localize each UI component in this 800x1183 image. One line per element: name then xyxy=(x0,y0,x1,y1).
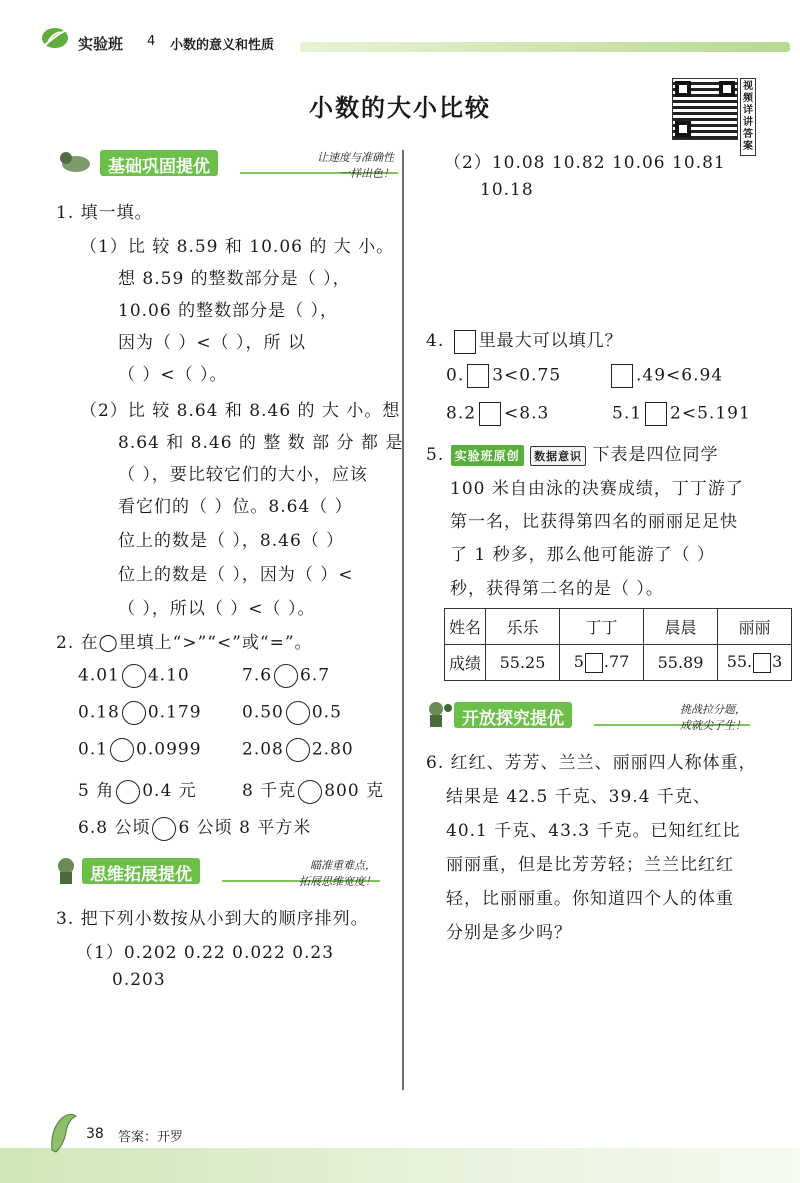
q2-item: 8 千克 800 克 xyxy=(242,776,384,804)
q6-line5: 轻，比丽丽重。你知道四个人的体重 xyxy=(446,889,734,909)
thinker-mascot-icon xyxy=(48,856,84,884)
answer-label: 答案：开罗 xyxy=(118,1130,184,1145)
q1-p2-line1: （2）比 较 8.64 和 8.46 的 大 小。想 xyxy=(80,401,401,421)
q4-item: 0. 3<0.75 xyxy=(446,364,561,388)
blank-square[interactable] xyxy=(753,653,771,673)
row-header: 成绩 xyxy=(445,645,486,681)
name-cell: 丽丽 xyxy=(718,609,792,645)
q2-item: 5 角 0.4 元 xyxy=(78,776,197,804)
score-cell: 55.25 xyxy=(486,645,560,681)
section-note-basic: 让速度与准确性 一样出色！ xyxy=(317,151,394,180)
answer-circle[interactable] xyxy=(122,701,146,725)
page-title: 小数的大小比较 xyxy=(309,94,491,122)
table-row xyxy=(445,609,792,645)
section-note-open: 挑战拉分题， 成就尖子生！ xyxy=(680,703,746,732)
answer-circle[interactable] xyxy=(116,780,140,804)
q4-heading: 4. 里最大可以填几？ xyxy=(426,326,623,354)
q3-p2-line1: （2）10.08 10.82 10.06 10.81 xyxy=(444,153,726,173)
name-cell: 丁丁 xyxy=(560,609,644,645)
section-note-thinking: 瞄准重难点， 拓展思维宽度！ xyxy=(299,859,376,888)
dolphin-icon xyxy=(46,1110,82,1154)
runner-mascot-icon xyxy=(56,148,92,176)
q3-p2-line2: 10.18 xyxy=(480,180,534,200)
q2-item: 0.50 0.5 xyxy=(242,701,342,725)
q2-item: 4.01 4.10 xyxy=(78,664,190,688)
header-band xyxy=(300,42,790,52)
table-row xyxy=(445,645,792,681)
q4-item: 8.2 <8.3 xyxy=(446,402,549,426)
q1-p1-line2: 想 8.59 的整数部分是（ ）， xyxy=(118,269,351,289)
page-number: 38 xyxy=(86,1126,104,1142)
blank-square[interactable] xyxy=(479,402,501,426)
blank-square[interactable] xyxy=(454,330,476,354)
answer-circle[interactable] xyxy=(286,701,310,725)
q1-p2-line7: （ ），所以（ ）<（ ）。 xyxy=(118,599,316,619)
q4-item: .49<6.94 xyxy=(608,364,723,388)
q1-p2-line2: 8.64 和 8.46 的 整 数 部 分 都 是 xyxy=(118,433,404,453)
q2-item: 7.6 6.7 xyxy=(242,664,330,688)
q2-heading: 2. 在◯里填上“>”“<”或“=”。 xyxy=(56,633,313,653)
q4-item: 5.1 2<5.191 xyxy=(612,402,751,426)
column-divider xyxy=(402,150,404,1090)
data-sense-badge: 数据意识 xyxy=(530,446,586,466)
blank-square[interactable] xyxy=(645,402,667,426)
q5-line2: 100 米自由泳的决赛成绩，丁丁游了 xyxy=(450,479,744,499)
q6-line2: 结果是 42.5 千克、39.4 千克、 xyxy=(446,787,711,807)
name-cell: 晨晨 xyxy=(644,609,718,645)
q6-line1: 6. 红红、芳芳、兰兰、丽丽四人称体重， xyxy=(426,753,757,773)
q5-line1: 5. 实验班原创 数据意识 下表是四位同学 xyxy=(426,445,719,465)
section-tag-thinking: 思维拓展提优 xyxy=(82,858,200,884)
q5-line5: 秒，获得第二名的是（ ）。 xyxy=(450,579,664,599)
score-cell: 5 .77 xyxy=(560,645,644,681)
unit-title: 小数的意义和性质 xyxy=(170,38,275,53)
series-name: 实验班 xyxy=(78,35,124,53)
answer-circle[interactable] xyxy=(152,817,176,841)
q1-p2-line6: 位上的数是（ ），因为（ ）< xyxy=(118,565,354,585)
answer-circle[interactable] xyxy=(122,664,146,688)
section-tag-open: 开放探究提优 xyxy=(454,702,572,728)
q1-p1-line5: （ ）<（ ）。 xyxy=(118,365,228,385)
q1-p1-line3: 10.06 的整数部分是（ ）， xyxy=(118,301,338,321)
leaf-logo-icon xyxy=(40,26,70,50)
answer-circle[interactable] xyxy=(298,780,322,804)
q2-item: 0.1 0.0999 xyxy=(78,738,202,762)
q3-heading: 3. 把下列小数按从小到大的顺序排列。 xyxy=(56,909,369,929)
score-cell: 55. 3 xyxy=(718,645,792,681)
row-header: 姓名 xyxy=(445,609,486,645)
q6-line3: 40.1 千克、43.3 千克。已知红红比 xyxy=(446,821,741,841)
q5-line4: 了 1 秒多，那么他可能游了（ ） xyxy=(450,545,716,565)
blank-square[interactable] xyxy=(611,364,633,388)
qr-code[interactable] xyxy=(672,78,738,140)
q3-p1-line2: 0.203 xyxy=(112,970,166,990)
score-cell: 55.89 xyxy=(644,645,718,681)
answer-circle[interactable] xyxy=(110,738,134,762)
section-tag-basic: 基础巩固提优 xyxy=(100,150,218,176)
q6-line4: 丽丽重，但是比芳芳轻；兰兰比红红 xyxy=(446,855,734,875)
q1-p1-line4: 因为（ ）<（ ），所 以 xyxy=(118,333,306,353)
blank-square[interactable] xyxy=(467,364,489,388)
footer-band xyxy=(0,1148,800,1183)
q3-p1-line1: （1）0.202 0.22 0.022 0.23 xyxy=(76,943,335,963)
original-badge: 实验班原创 xyxy=(451,445,524,466)
name-cell: 乐乐 xyxy=(486,609,560,645)
q2-item: 0.18 0.179 xyxy=(78,701,202,725)
blank-square[interactable] xyxy=(585,653,603,673)
score-table xyxy=(444,608,792,681)
explorer-mascot-icon xyxy=(420,700,456,728)
q1-p1-line1: （1）比 较 8.59 和 10.06 的 大 小。 xyxy=(80,237,395,257)
q2-item: 2.08 2.80 xyxy=(242,738,354,762)
q1-p2-line5: 位上的数是（ ），8.46（ ） xyxy=(118,531,345,551)
q1-p2-line3: （ ），要比较它们的大小，应该 xyxy=(118,465,368,485)
q2-item: 6.8 公顷 6 公顷 8 平方米 xyxy=(78,813,311,841)
unit-number: 4 xyxy=(147,34,156,49)
q1-p2-line4: 看它们的（ ）位。8.64（ ） xyxy=(118,497,353,517)
answer-circle[interactable] xyxy=(274,664,298,688)
q6-line6: 分别是多少吗？ xyxy=(446,923,572,943)
q1-heading: 1. 填一填。 xyxy=(56,203,153,223)
answer-circle[interactable] xyxy=(286,738,310,762)
q5-line3: 第一名，比获得第四名的丽丽足足快 xyxy=(450,512,738,532)
qr-label: 视频详讲答案 xyxy=(740,78,756,156)
